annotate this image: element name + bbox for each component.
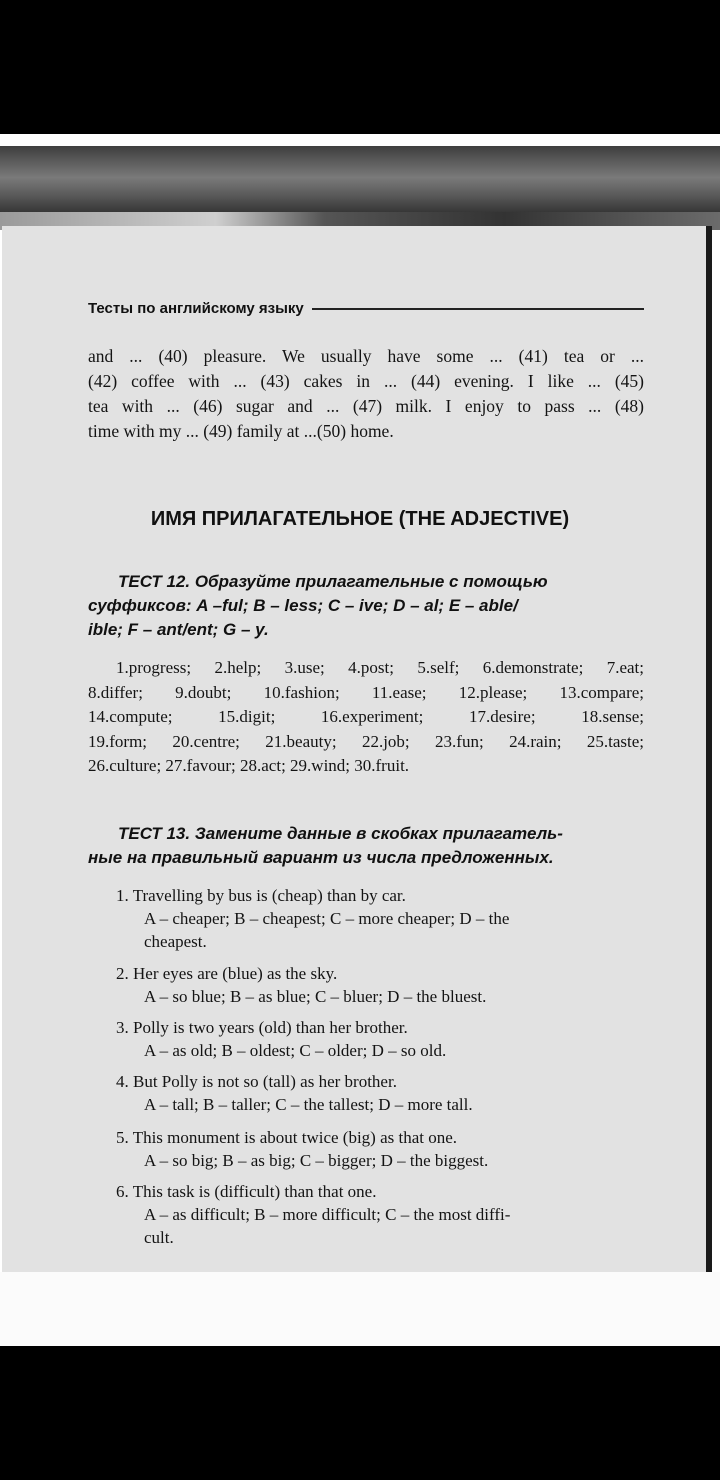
running-head-text: Тесты по английскому языку bbox=[88, 300, 304, 317]
question-options: A – as difficult; B – more difficult; C – the most diffi- bbox=[144, 1205, 511, 1224]
text-line: (42) coffee with ... (43) cakes in ... (44) evening. I like ... (45) bbox=[88, 371, 644, 391]
question-5 bbox=[116, 1126, 646, 1172]
question-2 bbox=[116, 962, 646, 1008]
page-bottom-margin bbox=[0, 1272, 720, 1346]
intro-paragraph bbox=[88, 344, 644, 444]
word-line: 19.form; 20.centre; 21.beauty; 22.job; 23.fun; 24.rain; 25.taste; bbox=[88, 731, 644, 751]
test13-heading bbox=[88, 822, 644, 870]
test12-heading bbox=[88, 570, 644, 642]
question-stem: 5. This monument is about twice (big) as that one. bbox=[116, 1128, 458, 1147]
question-1 bbox=[116, 884, 646, 953]
question-3 bbox=[116, 1016, 646, 1062]
word-line: 26.culture; 27.favour; 28.act; 29.wind; 30.fruit. bbox=[88, 756, 410, 775]
running-head-rule bbox=[312, 308, 644, 310]
text-line: time with my ... (49) family at ...(50) home. bbox=[88, 421, 394, 441]
running-head bbox=[88, 300, 644, 317]
question-options: A – tall; B – taller; C – the tallest; D – more tall. bbox=[144, 1095, 473, 1114]
question-stem: 6. This task is (difficult) than that one. bbox=[116, 1182, 377, 1201]
word-line: 8.differ; 9.doubt; 10.fashion; 11.ease; 12.please; 13.compare; bbox=[88, 682, 644, 702]
question-options: A – as old; B – oldest; C – older; D – so old. bbox=[144, 1041, 447, 1060]
question-stem: 1. Travelling by bus is (cheap) than by car. bbox=[116, 886, 406, 905]
page-edge-shadow bbox=[0, 146, 720, 216]
heading-line: ТЕСТ 13. Замените данные в скобках прилагатель- bbox=[118, 824, 563, 843]
question-options: A – so blue; B – as blue; C – bluer; D – the bluest. bbox=[144, 987, 487, 1006]
question-stem: 2. Her eyes are (blue) as the sky. bbox=[116, 964, 338, 983]
heading-line: ные на правильный вариант из числа предложенных. bbox=[88, 848, 554, 867]
question-options: A – cheaper; B – cheapest; C – more cheaper; D – the bbox=[144, 909, 510, 928]
word-line: 14.compute; 15.digit; 16.experiment; 17.desire; 18.sense; bbox=[88, 707, 644, 726]
section-title: ИМЯ ПРИЛАГАТЕЛЬНОЕ (THE ADJECTIVE) bbox=[150, 508, 570, 530]
question-options-cont: cult. bbox=[144, 1228, 174, 1247]
heading-line: ТЕСТ 12. Образуйте прилагательные с помощью bbox=[118, 572, 548, 591]
heading-line: суффиксов: A –ful; B – less; C – ive; D – al; E – able/ bbox=[88, 596, 518, 615]
text-line: tea with ... (46) sugar and ... (47) milk. I enjoy to pass ... (48) bbox=[88, 396, 644, 416]
question-stem: 4. But Polly is not so (tall) as her brother. bbox=[116, 1072, 397, 1091]
question-options: A – so big; B – as big; C – bigger; D – the biggest. bbox=[144, 1151, 489, 1170]
text-line: and ... (40) pleasure. We usually have some ... (41) tea or ... bbox=[88, 346, 644, 366]
word-line: 1.progress; 2.help; 3.use; 4.post; 5.self; 6.demonstrate; 7.eat; bbox=[116, 658, 644, 677]
question-4 bbox=[116, 1070, 646, 1116]
heading-line: ible; F – ant/ent; G – y. bbox=[88, 620, 269, 639]
test12-word-list bbox=[88, 656, 644, 779]
question-stem: 3. Polly is two years (old) than her brother. bbox=[116, 1018, 408, 1037]
question-6 bbox=[116, 1180, 646, 1249]
question-options-cont: cheapest. bbox=[144, 932, 207, 951]
